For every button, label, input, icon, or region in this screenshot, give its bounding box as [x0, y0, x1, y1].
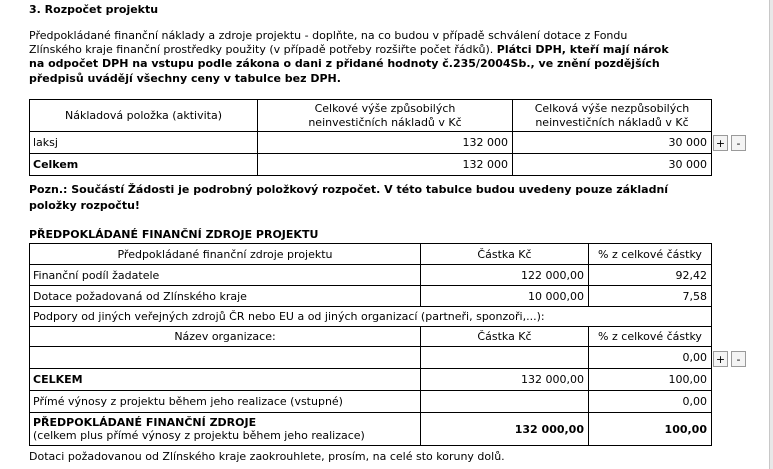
remove-cost-row-button[interactable]: -: [731, 135, 746, 151]
grand-total-percent: 100,00: [589, 413, 712, 446]
grand-total-label-l1: PŘEDPOKLÁDANÉ FINANČNÍ ZDROJE: [33, 416, 257, 429]
costs-header-row: [30, 100, 712, 132]
sources-header-amount: Částka Kč: [421, 244, 589, 265]
costs-header-ineligible-l2: neinvestičních nákladů v Kč: [535, 115, 689, 129]
intro-line-2-plain: Zlínského kraje finanční prostředky použity (v případě potřeby rozšiřte počet řádků).: [29, 43, 494, 56]
sources-region-row: [30, 286, 712, 307]
sources-header-source: Předpokládané finanční zdroje projektu: [30, 244, 421, 265]
grand-total-label-l2: (celkem plus přímé výnosy z projektu během jeho realizace): [33, 429, 365, 442]
costs-ineligible-input[interactable]: 30 000: [513, 132, 712, 154]
grand-total-row: [30, 413, 712, 446]
costs-row: [30, 132, 712, 154]
costs-header-ineligible: [513, 100, 712, 132]
costs-eligible-input[interactable]: 132 000: [258, 132, 513, 154]
direct-income-percent: 0,00: [589, 391, 712, 413]
region-percent: 7,58: [589, 286, 712, 307]
org-header-amount: Částka Kč: [421, 327, 589, 347]
costs-total-eligible: 132 000: [258, 154, 513, 176]
direct-income-amount-input[interactable]: [421, 391, 589, 413]
add-org-row-button[interactable]: +: [713, 351, 728, 367]
footer-note: Dotaci požadovanou od Zlínského kraje zaokrouhlete, prosím, na celé sto koruny dolů.: [29, 450, 505, 463]
org-row: [30, 347, 712, 369]
region-amount-input[interactable]: 10 000,00: [421, 286, 589, 307]
sources-total-percent: 100,00: [589, 369, 712, 391]
costs-total-ineligible: 30 000: [513, 154, 712, 176]
costs-header-eligible: [258, 100, 513, 132]
costs-header-item: Nákladová položka (aktivita): [30, 100, 258, 132]
org-header-row: [30, 327, 712, 347]
applicant-percent: 92,42: [589, 265, 712, 286]
org-amount-input[interactable]: [421, 347, 589, 369]
applicant-amount-input[interactable]: 122 000,00: [421, 265, 589, 286]
intro-line-4: předpisů uvádějí všechny ceny v tabulce bez DPH.: [29, 72, 341, 85]
org-name-input[interactable]: [30, 347, 421, 369]
sources-total-row: [30, 369, 712, 391]
costs-header-eligible-l2: neinvestičních nákladů v Kč: [308, 115, 462, 129]
intro-line-2: [29, 43, 669, 56]
intro-line-3: na odpočet DPH na vstupu podle zákona o dani z přidané hodnoty č.235/2004Sb., ve znění pozdějších: [29, 57, 660, 70]
org-header-name: Název organizace:: [30, 327, 421, 347]
sources-applicant-row: [30, 265, 712, 286]
grand-total-label: [30, 413, 421, 446]
section-title: 3. Rozpočet projektu: [29, 3, 159, 16]
org-percent: 0,00: [589, 347, 712, 369]
sources-total-label: CELKEM: [30, 369, 421, 391]
remove-org-row-button[interactable]: -: [731, 351, 746, 367]
sources-other-note-row: [30, 307, 712, 327]
sources-header-row: [30, 244, 712, 265]
costs-total-row: [30, 154, 712, 176]
budget-note-line-2: položky rozpočtu!: [29, 199, 140, 212]
org-header-percent: % z celkové částky: [589, 327, 712, 347]
window-edge: [769, 0, 773, 469]
sources-total-amount: 132 000,00: [421, 369, 589, 391]
costs-table: [29, 99, 712, 176]
sources-header-percent: % z celkové částky: [589, 244, 712, 265]
other-sources-note: Podpory od jiných veřejných zdrojů ČR nebo EU a od jiných organizací (partneři, sponzoři,...):: [30, 307, 712, 327]
costs-header-eligible-l1: Celkové výše způsobilých: [314, 101, 456, 115]
sources-table: [29, 243, 712, 446]
costs-item-input[interactable]: laksj: [30, 132, 258, 154]
grand-total-amount: 132 000,00: [421, 413, 589, 446]
region-label: Dotace požadovaná od Zlínského kraje: [30, 286, 421, 307]
applicant-label: Finanční podíl žadatele: [30, 265, 421, 286]
costs-header-ineligible-l1: Celková výše nezpůsobilých: [534, 101, 690, 115]
direct-income-label: Přímé výnosy z projektu během jeho realizace (vstupné): [30, 391, 421, 413]
intro-line-2-bold: Plátci DPH, kteří mají nárok: [496, 43, 669, 56]
budget-note-line-1: Pozn.: Součástí Žádosti je podrobný položkový rozpočet. V této tabulce budou uvedeny pouze základní: [29, 183, 669, 196]
sources-title: PŘEDPOKLÁDANÉ FINANČNÍ ZDROJE PROJEKTU: [29, 228, 319, 241]
costs-total-label: Celkem: [30, 154, 258, 176]
direct-income-row: [30, 391, 712, 413]
intro-line-1: Předpokládané finanční náklady a zdroje projektu - doplňte, na co budou v případě schválení dotace z Fondu: [29, 29, 628, 42]
add-cost-row-button[interactable]: +: [713, 135, 728, 151]
